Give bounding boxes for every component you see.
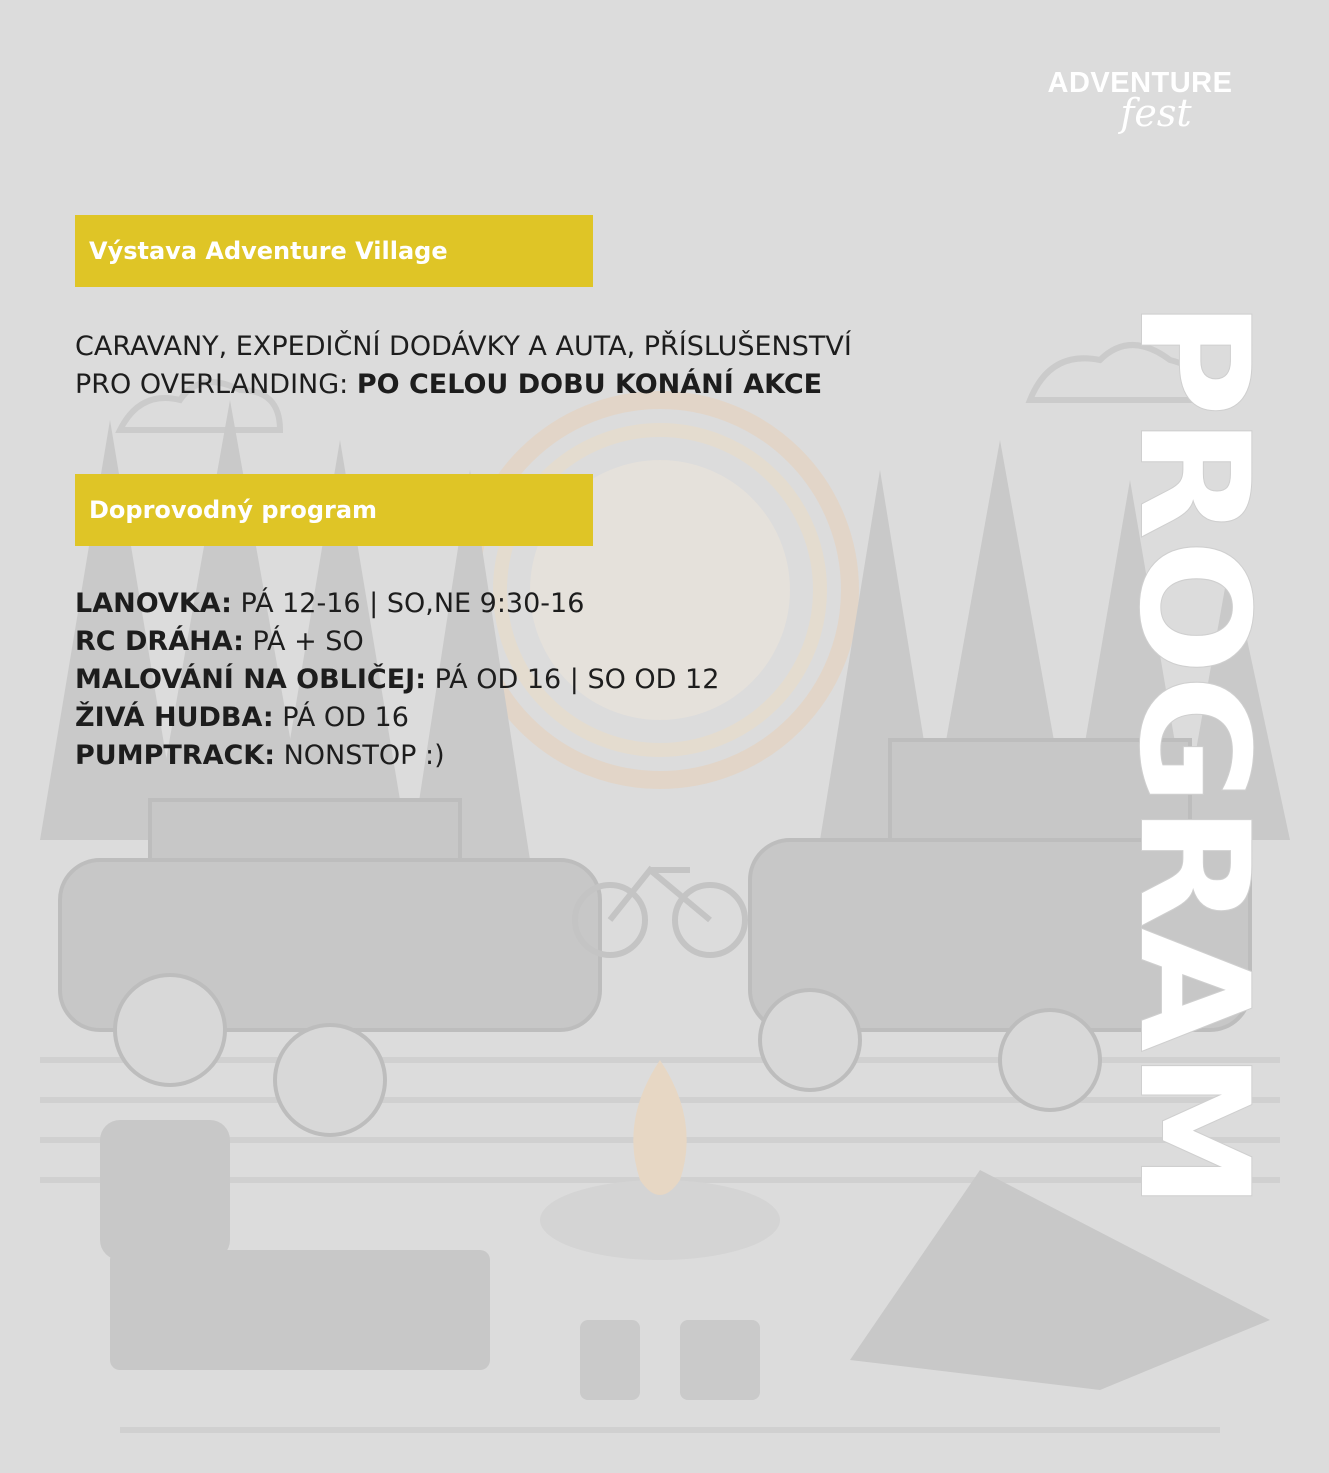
village-line-2-prefix: PRO OVERLANDING: xyxy=(75,369,357,400)
program-item-detail: PÁ + SO xyxy=(243,626,364,657)
program-item-detail: NONSTOP :) xyxy=(275,740,445,771)
adventure-fest-logo xyxy=(1040,66,1240,156)
vertical-title-text: PROGRAM xyxy=(1106,300,1280,1157)
logo-text-top: ADVENTURE xyxy=(1047,67,1233,99)
program-item-lanovka xyxy=(75,585,975,623)
program-item-name: ŽIVÁ HUDBA: xyxy=(75,702,274,733)
program-item-name: MALOVÁNÍ NA OBLIČEJ: xyxy=(75,664,427,695)
village-line-1: CARAVANY, EXPEDIČNÍ DODÁVKY A AUTA, PŘÍSLUŠENSTVÍ xyxy=(75,331,852,362)
vertical-title xyxy=(1106,290,1280,1220)
section-header-village: Výstava Adventure Village xyxy=(75,215,593,287)
program-item-pumptrack xyxy=(75,737,975,775)
village-line-2 xyxy=(75,366,995,404)
program-item-detail: PÁ OD 16 | SO OD 12 xyxy=(426,664,720,695)
program-item-rc-draha xyxy=(75,623,975,661)
logo-text-bottom: fest xyxy=(1120,91,1192,135)
program-item-name: PUMPTRACK: xyxy=(75,740,276,771)
section-header-program: Doprovodný program xyxy=(75,474,593,546)
program-item-ziva-hudba xyxy=(75,699,975,737)
village-description xyxy=(75,328,995,404)
program-list xyxy=(75,585,975,775)
village-line-2-bold: PO CELOU DOBU KONÁNÍ AKCE xyxy=(356,369,823,400)
program-item-malovani xyxy=(75,661,975,699)
program-item-detail: PÁ OD 16 xyxy=(273,702,409,733)
program-item-detail: PÁ 12-16 | SO,NE 9:30-16 xyxy=(231,588,585,619)
program-item-name: RC DRÁHA: xyxy=(75,626,244,657)
program-item-name: LANOVKA: xyxy=(75,588,232,619)
